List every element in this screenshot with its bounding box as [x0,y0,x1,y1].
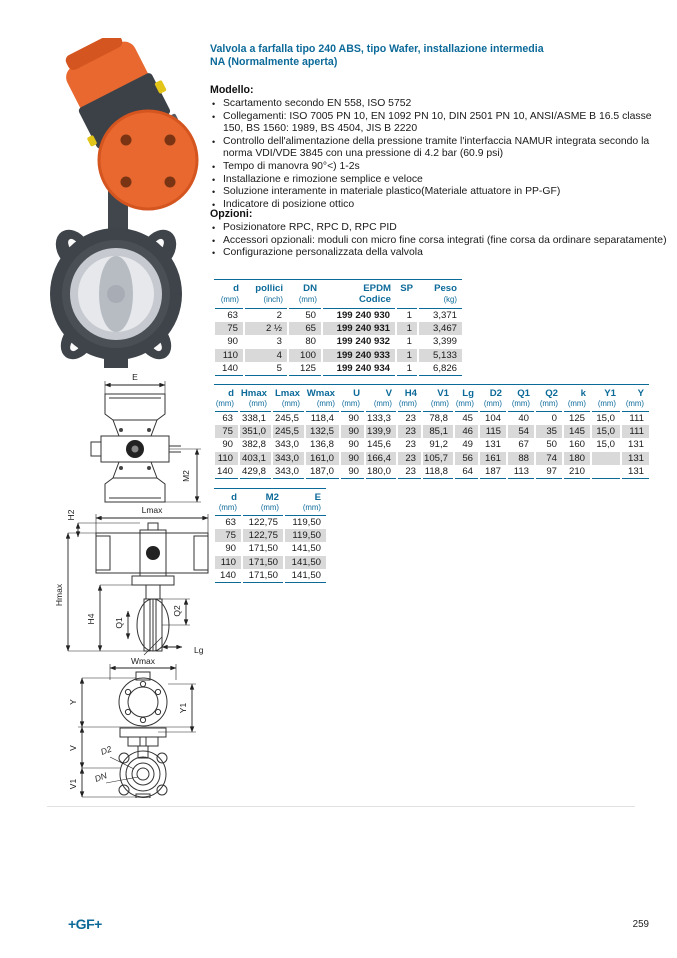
table-cell: 351,0 [239,425,272,438]
table-cell: 118,4 [305,412,340,426]
table-row [214,425,649,438]
drawing-1-svg [85,372,210,504]
column-header: Y [637,388,644,399]
modello-bullet-list [212,98,669,211]
actuator-side-outline [96,523,208,599]
column-header: H4 [404,388,417,399]
dim-label-D2: D2 [99,743,113,757]
dim-label-Q2: Q2 [172,605,182,617]
table-cell: 90 [340,412,365,426]
table-cell: 119,50 [284,516,326,530]
column-unit: (mm) [373,399,392,408]
table-cell: 56 [454,452,479,465]
drawing-actuator-end-view [85,372,210,509]
bullet-item [212,98,669,111]
column-unit: (mm) [298,295,317,304]
table-cell: 15,0 [591,425,621,438]
dimensions-table-wrap [213,384,649,479]
table-cell: 40 [507,412,535,426]
table-cell: 199 240 931 [322,322,396,335]
valve-photo-illustration [30,38,210,368]
table-cell: 145,6 [365,438,397,451]
table-cell: 111 [621,412,649,426]
table-row [214,556,326,569]
table-cell: 180,0 [365,465,397,479]
table-cell: 15,0 [591,438,621,451]
table-cell: 1 [396,335,418,348]
table-cell: 141,50 [284,569,326,583]
column-header: V1 [437,388,449,399]
table-cell: 161 [479,452,507,465]
table-cell: 133,3 [365,412,397,426]
title-line-2: NA (Normalmente aperta) [210,56,338,68]
table-row [214,322,462,335]
table-cell: 132,5 [305,425,340,438]
table-cell: 105,7 [422,452,454,465]
column-unit: (mm) [483,399,502,408]
table-cell: 125 [288,362,322,376]
table-cell: 91,2 [422,438,454,451]
bullet-dot: • [212,223,216,233]
column-header: D2 [489,388,502,399]
column-unit: (kg) [443,295,457,304]
table-cell: 131 [479,438,507,451]
table-row [214,362,462,376]
dim-label-V1: V1 [68,778,78,790]
bullet-dot: • [212,136,216,147]
column-unit: (mm) [218,503,237,512]
column-header: U [353,388,360,399]
bullet-text: Installazione e rimozione semplice e veloce [223,173,423,185]
bullet-item [212,111,669,136]
table-cell: 115 [479,425,507,438]
table-cell: 110 [214,556,242,569]
table-cell: 131 [621,465,649,479]
table-cell: 122,75 [242,516,284,530]
table-cell: 171,50 [242,556,284,569]
table-cell: 35 [535,425,563,438]
dim-label-Q1: Q1 [114,617,124,629]
drawing-2-svg [48,503,216,658]
actuator-end-cap [99,111,197,209]
table-cell: 119,50 [284,529,326,542]
table-cell: 3,399 [418,335,462,348]
column-header: Lg [462,388,474,399]
table-cell: 118,8 [422,465,454,479]
bullet-text: Accessori opzionali: moduli con micro fine corsa integrati (fine corsa da ordinare separatamente) [223,234,667,246]
bullet-text: Tempo di manovra 90°<) 1-2s [223,160,360,172]
bullet-dot: • [212,235,216,246]
table-cell: 145 [563,425,591,438]
column-header: Q2 [545,388,558,399]
dim-label-V: V [68,745,78,751]
page-number: 259 [632,919,649,930]
table-cell: 63 [214,309,244,323]
table-cell: 160 [563,438,591,451]
table-cell: 23 [397,465,422,479]
column-header: M2 [265,492,279,503]
table-cell: 74 [535,452,563,465]
modello-heading: Modello: [210,84,254,96]
table-cell: 23 [397,438,422,451]
ordering-table-wrap [213,279,462,376]
column-unit: (mm) [567,399,586,408]
dim-label-Y1: Y1 [178,702,188,714]
table-cell: 90 [214,438,239,451]
column-header: Wmax [306,388,335,399]
table-cell: 1 [396,362,418,376]
table-row [214,452,649,465]
column-header: d [228,388,234,399]
table-cell: 97 [535,465,563,479]
table-cell: 90 [340,465,365,479]
table-cell: 15,0 [591,412,621,426]
table-row [214,529,326,542]
table-cell: 110 [214,452,239,465]
table-row [214,412,649,426]
footer-divider [47,806,635,807]
table-cell: 136,8 [305,438,340,451]
table-cell: 180 [563,452,591,465]
dim-label-M2: M2 [181,470,191,482]
column-header: EPDM [363,283,391,294]
table-cell: 131 [621,438,649,451]
table-cell: 140 [214,569,242,583]
table-cell: 1 [396,349,418,362]
column-header: pollici [255,283,283,294]
dim-label-H2: H2 [66,509,76,521]
table-cell: 171,50 [242,569,284,583]
table-cell: 161,0 [305,452,340,465]
bullet-dot: • [212,248,216,259]
bullet-text: Indicatore di posizione ottico [223,198,355,210]
table-cell: 46 [454,425,479,438]
bullet-dot: • [212,161,216,172]
drawing-side-view [48,503,216,663]
table-cell: 3,371 [418,309,462,323]
column-unit: (mm) [281,399,300,408]
table-cell: 343,0 [272,465,305,479]
column-unit: Codice [359,294,391,305]
table-cell: 4 [244,349,288,362]
bullet-dot: • [212,174,216,185]
table-row [214,516,326,530]
table-cell: 23 [397,412,422,426]
column-header: V [385,388,392,399]
dim-label-H4: H4 [86,613,96,625]
table-cell: 199 240 934 [322,362,396,376]
table-cell: 0 [535,412,563,426]
table-cell: 3,467 [418,322,462,335]
table-cell: 100 [288,349,322,362]
bullet-item [212,186,669,199]
column-unit: (mm) [625,399,644,408]
table-cell: 88 [507,452,535,465]
table-cell: 113 [507,465,535,479]
column-unit: (mm) [220,295,239,304]
table-cell: 382,8 [239,438,272,451]
column-unit: (mm) [215,399,234,408]
dim-label-DN: DN [93,770,109,784]
table-cell: 338,1 [239,412,272,426]
table-cell: 245,5 [272,412,305,426]
actuator-front-outline [119,672,167,758]
table-cell: 343,0 [272,438,305,451]
table-cell: 199 240 932 [322,335,396,348]
table-cell: 2 [244,309,288,323]
table-cell: 187 [479,465,507,479]
column-unit: (mm) [597,399,616,408]
table-cell: 90 [214,335,244,348]
table-cell: 90 [340,438,365,451]
table-cell: 90 [340,425,365,438]
table-cell: 75 [214,425,239,438]
table-cell: 78,8 [422,412,454,426]
table-cell: 49 [454,438,479,451]
bullet-item [212,235,669,248]
bullet-text: Collegamenti: ISO 7005 PN 10, EN 1092 PN 10, DIN 2501 PN 10, ANSI/ASME B 16.5 classe 150, BS 1560: 1989, BS 4504, JIS B 2220 [223,110,652,135]
title-line-1: Valvola a farfalla tipo 240 ABS, tipo Wafer, installazione intermedia [210,43,544,55]
column-unit: (mm) [511,399,530,408]
bullet-text: Configurazione personalizzata della valvola [223,247,423,259]
bullet-item [212,199,669,212]
table-cell: 139,9 [365,425,397,438]
table-cell: 1 [396,309,418,323]
bullet-text: Posizionatore RPC, RPC D, RPC PID [223,222,397,233]
table-cell: 171,50 [242,542,284,555]
table-cell: 90 [340,452,365,465]
bullet-text: Soluzione interamente in materiale plastico(Materiale attuatore in PP-GF) [223,186,561,198]
table-cell: 125 [563,412,591,426]
column-unit: (mm) [260,503,279,512]
table-row [214,542,326,555]
table-cell: 64 [454,465,479,479]
bullet-item [212,222,669,235]
column-header: Hmax [240,388,267,399]
column-header: Q1 [517,388,530,399]
gf-logo: +GF+ [68,916,102,932]
table-cell: 122,75 [242,529,284,542]
table-cell: 75 [214,322,244,335]
table-cell: 85,1 [422,425,454,438]
table-row [214,309,462,323]
table-cell [591,452,621,465]
table-cell [591,465,621,479]
column-unit: (mm) [341,399,360,408]
dim-label-Lg: Lg [194,645,204,655]
actuator-dims-table [213,488,326,583]
column-header: Peso [434,283,457,294]
table-cell: 63 [214,412,239,426]
column-unit: (mm) [248,399,267,408]
table-cell: 67 [507,438,535,451]
product-photo-valve-with-actuator [30,38,210,368]
table-row [214,349,462,362]
actuator-end-outline [91,394,181,502]
table-cell: 80 [288,335,322,348]
column-header: Y1 [604,388,616,399]
dimensions-table [213,384,649,479]
table-cell: 2 ½ [244,322,288,335]
table-cell: 210 [563,465,591,479]
dim-label-Lmax: Lmax [141,505,163,515]
table-cell: 141,50 [284,556,326,569]
table-cell: 3 [244,335,288,348]
table-cell: 50 [288,309,322,323]
column-header: DN [303,283,317,294]
table-cell: 1 [396,322,418,335]
table-cell: 110 [214,349,244,362]
valve-body [48,223,183,368]
column-unit: (mm) [430,399,449,408]
dim-label-Y: Y [68,699,78,705]
column-unit: (mm) [539,399,558,408]
table-cell: 343,0 [272,452,305,465]
table-row [214,335,462,348]
bullet-item [212,174,669,187]
column-unit: (mm) [398,399,417,408]
column-unit: (inch) [263,295,283,304]
drawing-3-svg [58,656,213,798]
table-row [214,569,326,583]
table-cell: 5 [244,362,288,376]
table-cell: 429,8 [239,465,272,479]
table-cell: 199 240 930 [322,309,396,323]
column-unit: (mm) [455,399,474,408]
table-cell: 403,1 [239,452,272,465]
table-cell: 50 [535,438,563,451]
bullet-dot: • [212,187,216,198]
dim-label-Wmax: Wmax [130,656,156,666]
ordering-table [213,279,462,376]
table-cell: 187,0 [305,465,340,479]
table-cell: 140 [214,362,244,376]
bullet-text: Controllo dell'alimentazione della pressione tramite l'interfaccia NAMUR integrata secondo la norma VDI/VDE 3845 con una pressione di 4.2 bar (60.9 psi) [223,135,650,160]
table-cell: 23 [397,425,422,438]
table-cell: 5,133 [418,349,462,362]
bullet-item [212,161,669,174]
table-cell: 54 [507,425,535,438]
bullet-item [212,136,669,161]
dim-label-E: E [132,372,138,382]
column-header: d [233,283,239,294]
column-header: k [580,388,586,399]
column-unit: (mm) [302,503,321,512]
column-unit [396,294,418,309]
table-cell: 245,5 [272,425,305,438]
column-header: E [314,492,321,503]
table-cell: 140 [214,465,239,479]
table-cell: 65 [288,322,322,335]
column-header: d [231,492,237,503]
table-cell: 199 240 933 [322,349,396,362]
bullet-dot: • [212,111,216,122]
opzioni-heading: Opzioni: [210,208,253,220]
column-header: Lmax [274,388,300,399]
table-cell: 45 [454,412,479,426]
table-cell: 131 [621,452,649,465]
column-header: SP [400,283,413,294]
table-cell: 141,50 [284,542,326,555]
table-cell: 75 [214,529,242,542]
bullet-item [212,247,669,260]
bullet-dot: • [212,99,216,109]
actuator-dims-table-wrap [213,488,326,583]
table-cell: 23 [397,452,422,465]
page-title [210,43,670,69]
table-cell: 6,826 [418,362,462,376]
table-row [214,438,649,451]
bullet-dot: • [212,199,216,210]
table-cell: 63 [214,516,242,530]
table-row [214,465,649,479]
column-unit: (mm) [316,399,335,408]
dim-label-Hmax: Hmax [54,583,64,607]
drawing-front-view [58,656,213,803]
table-cell: 104 [479,412,507,426]
opzioni-bullet-list [212,222,669,260]
bullet-text: Scartamento secondo EN 558, ISO 5752 [223,98,412,109]
table-cell: 90 [214,542,242,555]
table-cell: 111 [621,425,649,438]
table-cell: 166,4 [365,452,397,465]
